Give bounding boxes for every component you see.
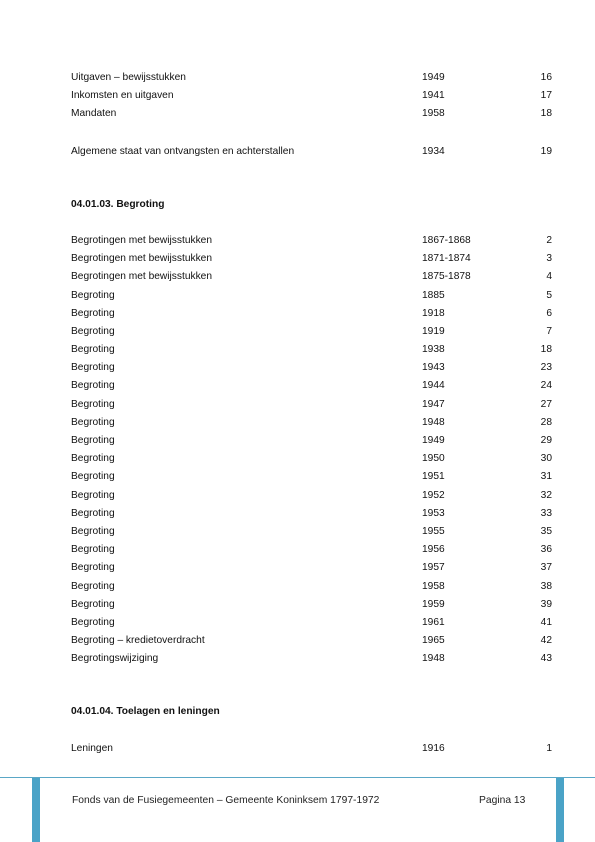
inventory-row — [71, 232, 552, 250]
item-title: Begroting – kredietoverdracht — [71, 635, 205, 647]
item-number: 23 — [540, 362, 552, 374]
inventory-row — [71, 632, 552, 650]
item-number: 19 — [540, 145, 552, 157]
item-number: 29 — [540, 435, 552, 446]
inventory-row — [71, 505, 552, 523]
item-title: Begroting — [71, 416, 115, 428]
item-year: 1871-1874 — [422, 253, 471, 265]
inventory-row — [71, 541, 552, 559]
inventory-row — [71, 740, 552, 758]
inventory-row — [71, 323, 552, 341]
item-title: Begroting — [71, 598, 115, 610]
item-year: 1916 — [422, 742, 445, 754]
item-year: 1919 — [422, 325, 445, 337]
item-title: Begroting — [71, 489, 115, 501]
item-year: 1952 — [422, 489, 445, 501]
inventory-row — [71, 414, 552, 432]
item-year: 1959 — [422, 598, 445, 610]
item-number: 16 — [540, 72, 552, 83]
item-title: Leningen — [71, 742, 113, 754]
item-number: 28 — [540, 416, 552, 428]
section-heading-begroting: 04.01.03. Begroting — [71, 198, 165, 210]
item-number: 1 — [546, 742, 552, 754]
item-number: 24 — [540, 380, 552, 392]
item-number: 36 — [540, 544, 552, 556]
item-year: 1957 — [422, 562, 445, 574]
item-number: 33 — [540, 507, 552, 519]
item-title: Begroting — [71, 453, 115, 465]
item-title: Begroting — [71, 344, 115, 356]
item-title: Begroting — [71, 380, 115, 392]
item-year: 1875-1878 — [422, 271, 471, 283]
item-number: 43 — [540, 653, 552, 665]
item-title: Begroting — [71, 325, 115, 337]
item-number: 41 — [540, 616, 552, 628]
inventory-row — [71, 468, 552, 486]
item-year: 1949 — [422, 435, 445, 446]
item-year: 1950 — [422, 453, 445, 465]
section-heading-toelagen: 04.01.04. Toelagen en leningen — [71, 706, 220, 718]
inventory-row — [71, 487, 552, 505]
item-year: 1955 — [422, 525, 445, 537]
item-year: 1948 — [422, 653, 445, 665]
inventory-content — [71, 69, 552, 758]
inventory-row — [71, 523, 552, 541]
item-number: 37 — [540, 562, 552, 574]
item-year: 1965 — [422, 635, 445, 647]
footer-divider — [0, 777, 595, 778]
item-number: 30 — [540, 453, 552, 465]
item-year: 1938 — [422, 344, 445, 356]
item-year: 1918 — [422, 307, 445, 319]
inventory-row — [71, 143, 552, 161]
item-number: 39 — [540, 598, 552, 610]
item-year: 1867-1868 — [422, 234, 471, 246]
footer-title: Fonds van de Fusiegemeenten – Gemeente Koninksem 1797-1972 — [72, 795, 380, 806]
inventory-row — [71, 359, 552, 377]
inventory-row — [71, 250, 552, 268]
item-number: 31 — [540, 471, 552, 483]
item-year: 1961 — [422, 616, 445, 628]
item-title: Begrotingen met bewijsstukken — [71, 234, 213, 246]
item-title: Algemene staat van ontvangsten en achterstallen — [71, 145, 295, 157]
item-year: 1934 — [422, 145, 445, 157]
spacer — [71, 668, 552, 703]
item-number: 18 — [540, 108, 552, 120]
item-title: Begroting — [71, 544, 115, 556]
spacer — [71, 124, 552, 143]
item-title: Begroting — [71, 289, 115, 301]
item-number: 7 — [546, 325, 552, 337]
item-title: Begroting — [71, 362, 115, 374]
item-year: 1941 — [422, 90, 445, 102]
inventory-row — [71, 377, 552, 395]
item-title: Uitgaven – bewijsstukken — [71, 72, 186, 83]
inventory-row — [71, 559, 552, 577]
item-year: 1948 — [422, 416, 445, 428]
footer-accent-bar-right — [556, 778, 564, 842]
item-year: 1947 — [422, 398, 445, 410]
page-number: Pagina 13 — [479, 795, 526, 806]
item-year: 1885 — [422, 289, 445, 301]
spacer — [71, 161, 552, 196]
item-title: Begroting — [71, 435, 115, 446]
item-title: Begroting — [71, 471, 115, 483]
inventory-row — [71, 69, 552, 87]
item-title: Begroting — [71, 507, 115, 519]
inventory-row — [71, 578, 552, 596]
inventory-row — [71, 287, 552, 305]
item-number: 35 — [540, 525, 552, 537]
inventory-row — [71, 341, 552, 359]
item-title: Begrotingen met bewijsstukken — [71, 271, 213, 283]
item-number: 32 — [540, 489, 552, 501]
item-title: Mandaten — [71, 108, 117, 120]
inventory-row — [71, 650, 552, 668]
spacer — [71, 214, 552, 232]
item-number: 2 — [546, 234, 552, 246]
item-title: Begroting — [71, 616, 115, 628]
item-title: Begroting — [71, 398, 115, 410]
inventory-row — [71, 396, 552, 414]
item-number: 17 — [540, 90, 552, 102]
item-year: 1958 — [422, 108, 445, 120]
inventory-list-block-1 — [71, 69, 552, 124]
inventory-row — [71, 432, 552, 450]
item-title: Inkomsten en uitgaven — [71, 90, 174, 102]
footer-accent-bar-left — [32, 778, 40, 842]
item-number: 6 — [546, 307, 552, 319]
item-title: Begroting — [71, 307, 115, 319]
item-number: 42 — [540, 635, 552, 647]
inventory-list-begroting — [71, 232, 552, 669]
inventory-list-block-2 — [71, 143, 552, 161]
item-year: 1958 — [422, 580, 445, 592]
inventory-row — [71, 305, 552, 323]
item-number: 38 — [540, 580, 552, 592]
item-year: 1944 — [422, 380, 445, 392]
item-year: 1956 — [422, 544, 445, 556]
item-year: 1943 — [422, 362, 445, 374]
item-title: Begroting — [71, 525, 115, 537]
inventory-row — [71, 268, 552, 286]
item-title: Begroting — [71, 580, 115, 592]
inventory-list-toelagen — [71, 740, 552, 758]
inventory-row — [71, 87, 552, 105]
inventory-row — [71, 596, 552, 614]
item-number: 4 — [546, 271, 552, 283]
inventory-row — [71, 105, 552, 123]
item-title: Begrotingswijziging — [71, 653, 159, 665]
item-title: Begroting — [71, 562, 115, 574]
item-year: 1949 — [422, 72, 445, 83]
item-title: Begrotingen met bewijsstukken — [71, 253, 213, 265]
inventory-row — [71, 450, 552, 468]
item-number: 3 — [546, 253, 552, 265]
item-year: 1951 — [422, 471, 445, 483]
inventory-row — [71, 614, 552, 632]
item-year: 1953 — [422, 507, 445, 519]
item-number: 5 — [546, 289, 552, 301]
item-number: 27 — [540, 398, 552, 410]
spacer — [71, 722, 552, 740]
item-number: 18 — [540, 344, 552, 356]
